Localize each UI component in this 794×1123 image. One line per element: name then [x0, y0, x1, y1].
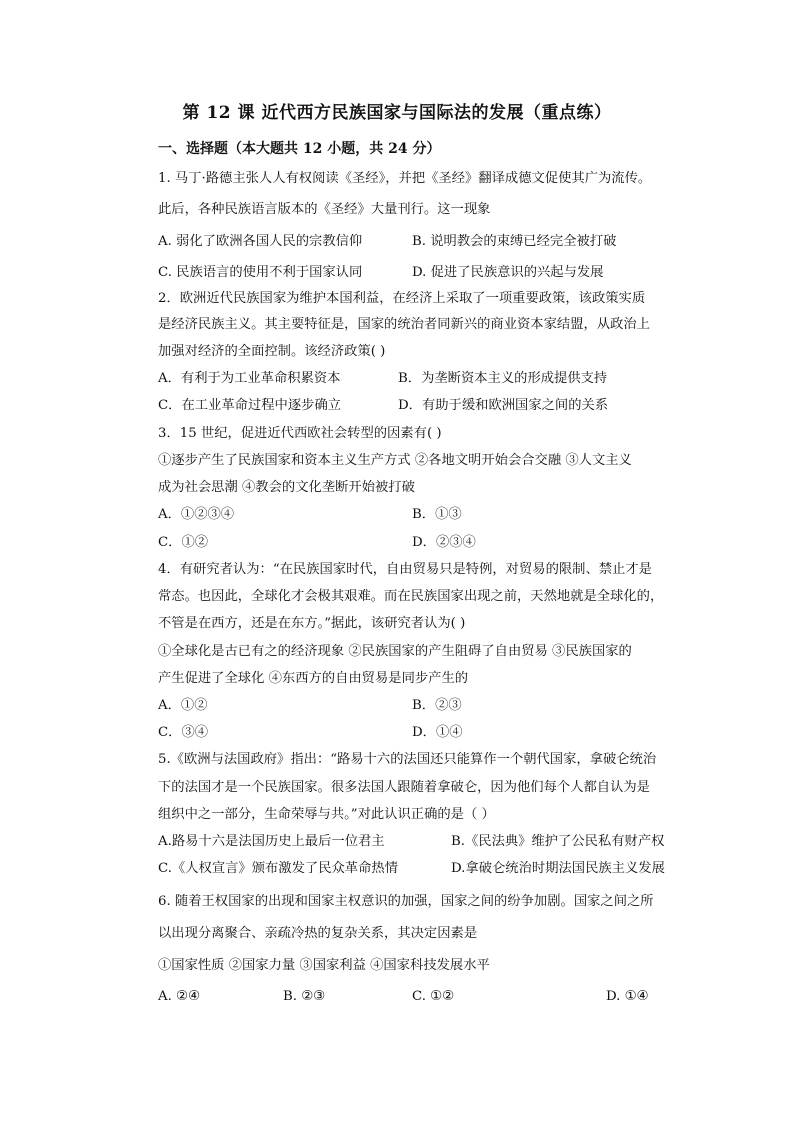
section-heading: 一、选择题（本大题共 12 小题，共 24 分）	[158, 141, 441, 157]
q2-stem-line1: 2．欧洲近代民族国家为维护本国利益，在经济上采取了一项重要政策，该政策实质	[158, 291, 646, 306]
q6-stem-line1: 6. 随着王权国家的出现和国家主权意识的加强，国家之间的纷争加剧。国家之间之所	[158, 894, 654, 909]
q2-option-b: B．为垄断资本主义的形成提供支持	[398, 371, 608, 386]
q3-stem-line3: 成为社会思潮 ④教会的文化垄断开始被打破	[158, 480, 415, 495]
q4-option-c: C．③④	[158, 725, 209, 740]
q6-option-b: B. ②③	[283, 989, 326, 1004]
q2-option-a: A．有利于为工业革命积累资本	[158, 371, 341, 386]
page-title: 第 12 课 近代西方民族国家与国际法的发展（重点练）	[182, 103, 612, 123]
q5-option-c: C.《人权宣言》颁布激发了民众革命热情	[158, 861, 398, 876]
q4-option-d: D．①④	[412, 725, 463, 740]
q6-stem-line3: ①国家性质 ②国家力量 ③国家利益 ④国家科技发展水平	[158, 958, 490, 973]
q2-option-d: D．有助于缓和欧洲国家之间的关系	[398, 398, 609, 413]
q3-stem-line2: ①逐步产生了民族国家和资本主义生产方式 ②各地文明开始会合交融 ③人文主义	[158, 453, 632, 468]
q1-option-d: D. 促进了民族意识的兴起与发展	[412, 265, 604, 280]
q5-stem-line2: 下的法国才是一个民族国家。很多法国人跟随着拿破仑，因为他们每个人都自认为是	[158, 780, 650, 795]
q1-stem-line1: 1. 马丁·路德主张人人有权阅读《圣经》，并把《圣经》翻译成德文促使其广为流传。	[158, 171, 652, 186]
q6-option-c: C. ①②	[412, 989, 454, 1004]
q4-stem-line5: 产生促进了全球化 ④东西方的自由贸易是同步产生的	[158, 671, 469, 686]
q3-option-b: B．①③	[412, 507, 462, 522]
q1-option-b: B. 说明教会的束缚已经完全被打破	[412, 234, 617, 249]
q3-option-c: C．①②	[158, 535, 209, 550]
q4-option-b: B．②③	[412, 698, 462, 713]
q6-option-d: D. ①④	[606, 989, 649, 1004]
q3-stem-line1: 3．15 世纪，促进近代西欧社会转型的因素有( )	[158, 426, 442, 441]
q4-stem-line1: 4．有研究者认为：“在民族国家时代，自由贸易只是特例，对贸易的限制、禁止才是	[158, 562, 652, 577]
q5-option-b: B.《民法典》维护了公民私有财产权	[451, 834, 665, 849]
q4-stem-line3: 不管是在西方，还是在东方。”据此，该研究者认为( )	[158, 616, 466, 631]
q2-stem-line2: 是经济民族主义。其主要特征是，国家的统治者同新兴的商业资本家结盟，从政治上	[158, 317, 650, 332]
q5-stem-line1: 5.《欧洲与法国政府》指出：“路易十六的法国还只能算作一个朝代国家，拿破仑统治	[158, 752, 657, 767]
q1-option-c: C. 民族语言的使用不利于国家认同	[158, 265, 363, 280]
q5-stem-line3: 组织中之一部分，生命荣辱与共。”对此认识正确的是（ ）	[158, 807, 495, 822]
q2-option-c: C．在工业革命过程中逐步确立	[158, 398, 342, 413]
q4-stem-line4: ①全球化是古已有之的经济现象 ②民族国家的产生阻碍了自由贸易 ③民族国家的	[158, 644, 632, 659]
q4-stem-line2: 常态。也因此，全球化才会极其艰难。而在民族国家出现之前，天然地就是全球化的，	[158, 589, 664, 604]
q3-option-d: D．②③④	[412, 535, 476, 550]
q4-option-a: A．①②	[158, 698, 208, 713]
q1-option-a: A. 弱化了欧洲各国人民的宗教信仰	[158, 234, 363, 249]
q5-option-a: A.路易十六是法国历史上最后一位君主	[158, 834, 385, 849]
q6-option-a: A. ②④	[158, 989, 200, 1004]
q3-option-a: A．①②③④	[158, 507, 235, 522]
q6-stem-line2: 以出现分离聚合、亲疏冷热的复杂关系，其决定因素是	[158, 926, 478, 941]
q5-option-d: D.拿破仑统治时期法国民族主义发展	[451, 861, 665, 876]
q1-stem-line2: 此后，各种民族语言版本的《圣经》大量刊行。这一现象	[158, 202, 491, 217]
q2-stem-line3: 加强对经济的全面控制。该经济政策( )	[158, 344, 386, 359]
